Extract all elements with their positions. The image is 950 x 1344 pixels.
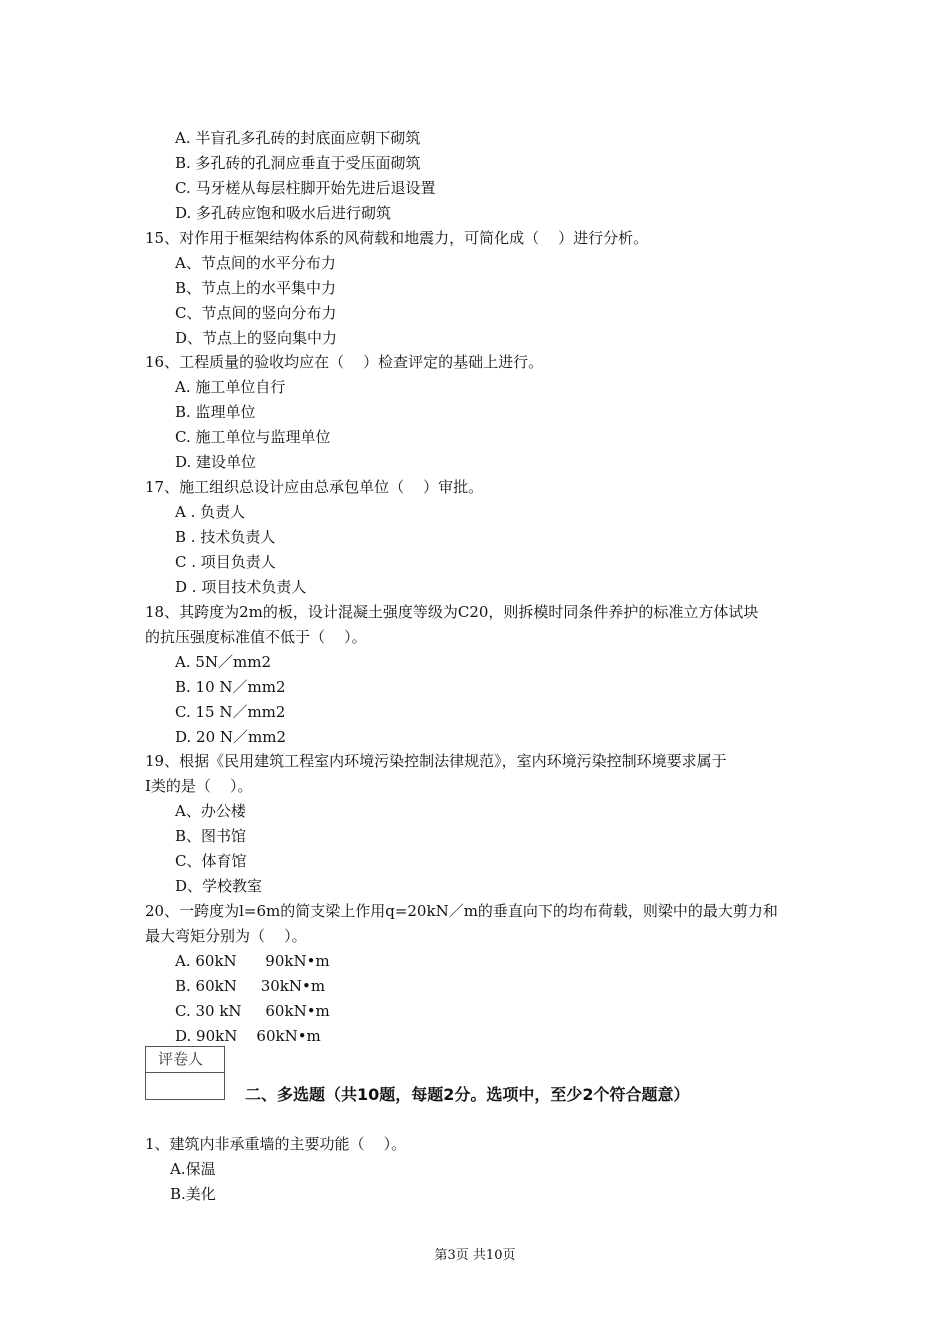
option-text: B、图书馆 bbox=[175, 827, 247, 845]
option-text: D . 项目技术负责人 bbox=[175, 578, 307, 596]
option-text: A . 负责人 bbox=[175, 503, 246, 521]
option-text: B. 60kN 30kN•m bbox=[175, 977, 326, 995]
question-text: 16、工程质量的验收均应在（ ）检查评定的基础上进行。 bbox=[145, 353, 544, 371]
question-text: 17、施工组织总设计应由总承包单位（ ）审批。 bbox=[145, 478, 484, 496]
option-text: B. 多孔砖的孔洞应垂直于受压面砌筑 bbox=[175, 154, 421, 172]
question-text: 20、一跨度为l=6m的简支梁上作用q=20kN／m的垂直向下的均布荷载，则梁中的最大剪力和 bbox=[145, 902, 778, 920]
question-text: 19、根据《民用建筑工程室内环境污染控制法律规范》，室内环境污染控制环境要求属于 bbox=[145, 752, 727, 770]
option-text: B、节点上的水平集中力 bbox=[175, 279, 337, 297]
section-title: 二、多选题（共10题，每题2分。选项中，至少2个符合题意） bbox=[245, 1085, 690, 1104]
question-text: 18、其跨度为2m的板，设计混凝土强度等级为C20，则拆模时同条件养护的标准立方体试块 bbox=[145, 603, 759, 621]
option-text: A、节点间的水平分布力 bbox=[175, 254, 336, 272]
option-text: B. 10 N／mm2 bbox=[175, 678, 286, 696]
option-text: B. 监理单位 bbox=[175, 403, 256, 421]
grader-label: 评卷人 bbox=[146, 1047, 224, 1073]
question-text: 的抗压强度标准值不低于（ ）。 bbox=[145, 628, 367, 646]
option-text: B . 技术负责人 bbox=[175, 528, 276, 546]
option-text: A.保温 bbox=[170, 1160, 216, 1178]
option-text: C. 马牙槎从每层柱脚开始先进后退设置 bbox=[175, 179, 436, 197]
option-text: A. 施工单位自行 bbox=[175, 378, 286, 396]
option-text: C . 项目负责人 bbox=[175, 553, 276, 571]
option-text: D、学校教室 bbox=[175, 877, 263, 895]
page-footer: 第3页 共10页 bbox=[434, 1248, 516, 1263]
option-text: D. 20 N／mm2 bbox=[175, 728, 286, 746]
question-text: Ⅰ类的是（ ）。 bbox=[145, 777, 253, 795]
option-text: D. 多孔砖应饱和吸水后进行砌筑 bbox=[175, 204, 392, 222]
grader-box bbox=[145, 1046, 225, 1100]
option-text: D. 建设单位 bbox=[175, 453, 257, 471]
option-text: D、节点上的竖向集中力 bbox=[175, 329, 338, 347]
option-text: C. 15 N／mm2 bbox=[175, 703, 286, 721]
question-text: 1、建筑内非承重墙的主要功能（ ）。 bbox=[145, 1135, 407, 1153]
option-text: C. 施工单位与监理单位 bbox=[175, 428, 331, 446]
option-text: A. 60kN 90kN•m bbox=[175, 952, 330, 970]
option-text: D. 90kN 60kN•m bbox=[175, 1027, 321, 1045]
option-text: A. 5N／mm2 bbox=[175, 653, 272, 671]
question-text: 最大弯矩分别为（ ）。 bbox=[145, 927, 307, 945]
question-text: 15、对作用于框架结构体系的风荷载和地震力，可简化成（ ）进行分析。 bbox=[145, 229, 649, 247]
option-text: C、节点间的竖向分布力 bbox=[175, 304, 337, 322]
option-text: B.美化 bbox=[170, 1185, 216, 1203]
option-text: A、办公楼 bbox=[175, 802, 246, 820]
option-text: C. 30 kN 60kN•m bbox=[175, 1002, 330, 1020]
option-text: C、体育馆 bbox=[175, 852, 247, 870]
option-text: A. 半盲孔多孔砖的封底面应朝下砌筑 bbox=[175, 129, 421, 147]
